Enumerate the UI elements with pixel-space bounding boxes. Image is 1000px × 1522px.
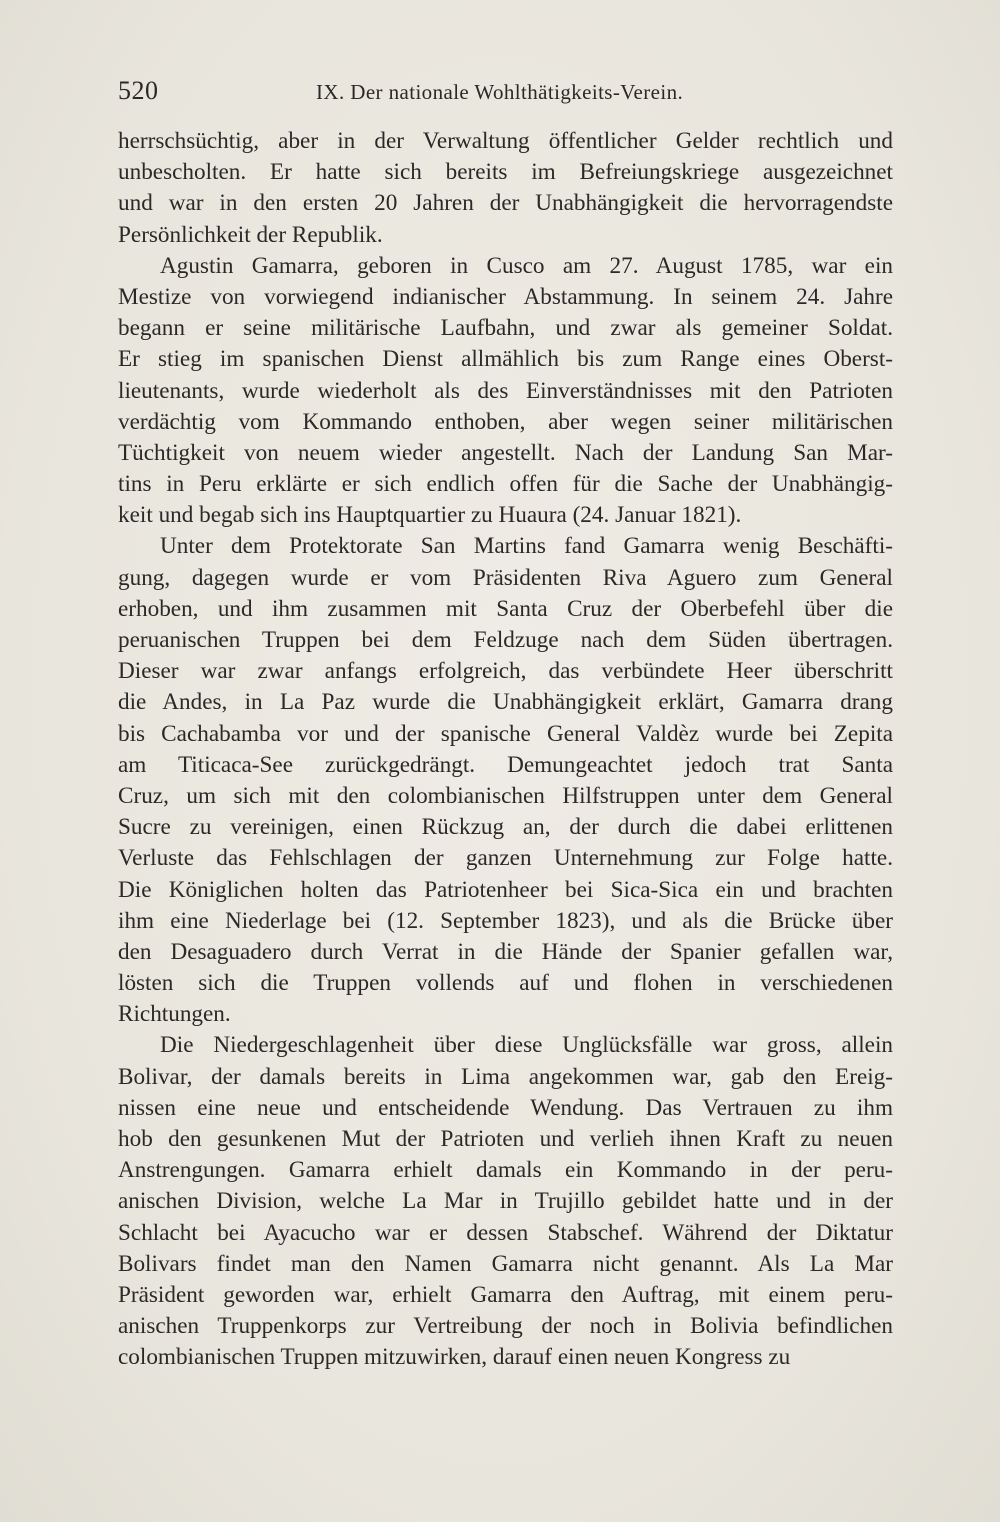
text-line: Verluste das Fehlschlagen der ganzen Unternehmung zur Folge hatte.	[118, 845, 893, 872]
text-line: peruanischen Truppen bei dem Feldzuge nach dem Süden übertragen.	[118, 627, 893, 653]
text-line: Mestize von vorwiegend indianischer Abstammung. In seinem 24. Jahre	[118, 283, 893, 310]
text-line: lösten sich die Truppen vollends auf und flohen in verschiedenen	[118, 970, 893, 997]
text-line: Cruz, um sich mit den colombianischen Hilfstruppen unter dem General	[118, 782, 893, 809]
text-line: Anstrengungen. Gamarra erhielt damals ein Kommando in der peru-	[118, 1157, 893, 1184]
text-line: Persönlichkeit der Republik.	[118, 221, 383, 248]
text-line: hob den gesunkenen Mut der Patrioten und verlieh ihnen Kraft zu neuen	[118, 1126, 893, 1152]
text-line: Bolivars findet man den Namen Gamarra nicht genannt. Als La Mar	[118, 1250, 893, 1277]
text-line: Er stieg im spanischen Dienst allmählich bis zum Range eines Oberst-	[118, 346, 893, 373]
text-line: Dieser war zwar anfangs erfolgreich, das verbündete Heer überschritt	[118, 658, 893, 685]
paragraph	[118, 1030, 893, 1373]
text-line: Die Königlichen holten das Patriotenheer bei Sica-Sica ein und brachten	[118, 876, 893, 903]
body-text	[118, 126, 893, 1374]
text-line: Tüchtigkeit von neuem wieder angestellt. Nach der Landung San Mar-	[118, 439, 893, 466]
text-line: anischen Truppenkorps zur Vertreibung der noch in Bolivia befindlichen	[118, 1313, 893, 1340]
text-line: erhoben, und ihm zusammen mit Santa Cruz der Oberbefehl über die	[118, 595, 893, 622]
text-line: nissen eine neue und entscheidende Wendung. Das Vertrauen zu ihm	[118, 1094, 893, 1121]
text-line: Bolivar, der damals bereits in Lima angekommen war, gab den Ereig-	[118, 1063, 893, 1090]
text-line: den Desaguadero durch Verrat in die Hände der Spanier gefallen war,	[118, 938, 893, 965]
paragraph	[118, 531, 893, 1030]
paragraph	[118, 251, 893, 532]
paragraph	[118, 126, 893, 251]
running-title: IX. Der nationale Wohlthätigkeits-Verein.	[316, 80, 684, 104]
text-line: tins in Peru erklärte er sich endlich offen für die Sache der Unabhängig-	[118, 471, 893, 498]
text-line: keit und begab sich ins Hauptquartier zu Huaura (24. Januar 1821).	[118, 502, 742, 529]
text-line: unbescholten. Er hatte sich bereits im Befreiungskriege ausgezeichnet	[118, 159, 893, 186]
page-header	[118, 72, 898, 108]
text-line: Unter dem Protektorate San Martins fand Gamarra wenig Beschäfti-	[160, 533, 893, 560]
text-line: gung, dagegen wurde er vom Präsidenten Riva Aguero zum General	[118, 564, 893, 591]
text-line: verdächtig vom Kommando enthoben, aber wegen seiner militärischen	[118, 408, 893, 435]
text-line: bis Cachabamba vor und der spanische General Valdèz wurde bei Zepita	[118, 720, 893, 747]
text-line: Präsident geworden war, erhielt Gamarra den Auftrag, mit einem peru-	[118, 1281, 893, 1308]
text-line: und war in den ersten 20 Jahren der Unabhängigkeit die hervorragendste	[118, 190, 893, 217]
text-line: Richtungen.	[118, 1001, 231, 1028]
text-line: lieutenants, wurde wiederholt als des Einverständnisses mit den Patrioten	[118, 377, 893, 404]
page-number: 520	[118, 76, 159, 105]
text-line: begann er seine militärische Laufbahn, und zwar als gemeiner Soldat.	[118, 315, 893, 342]
text-line: herrschsüchtig, aber in der Verwaltung öffentlicher Gelder rechtlich und	[118, 128, 893, 154]
text-line: Die Niedergeschlagenheit über diese Unglücksfälle war gross, allein	[160, 1032, 893, 1059]
text-line: Agustin Gamarra, geboren in Cusco am 27. August 1785, war ein	[160, 252, 893, 279]
text-line: die Andes, in La Paz wurde die Unabhängigkeit erklärt, Gamarra drang	[118, 689, 893, 716]
text-line: Sucre zu vereinigen, einen Rückzug an, der durch die dabei erlittenen	[118, 814, 893, 841]
text-line: anischen Division, welche La Mar in Trujillo gebildet hatte und in der	[118, 1188, 893, 1215]
text-line: colombianischen Truppen mitzuwirken, darauf einen neuen Kongress zu	[118, 1344, 791, 1371]
text-line: am Titicaca-See zurückgedrängt. Demungeachtet jedoch trat Santa	[118, 751, 893, 778]
text-line: Schlacht bei Ayacucho war er dessen Stabschef. Während der Diktatur	[118, 1219, 893, 1246]
text-line: ihm eine Niederlage bei (12. September 1823), und als die Brücke über	[118, 907, 893, 934]
